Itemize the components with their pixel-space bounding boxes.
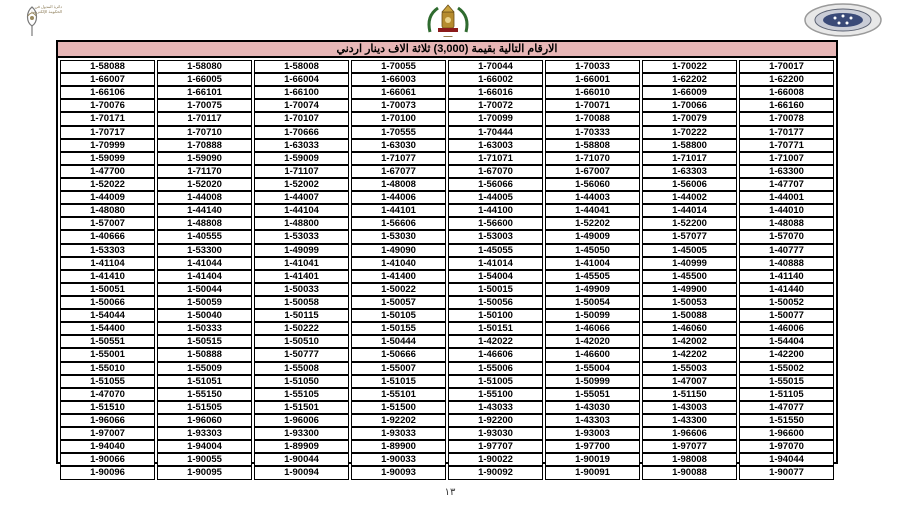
- number-cell: 1-55150: [157, 388, 252, 401]
- number-cell: 1-50999: [545, 375, 640, 388]
- number-cell: 1-45055: [448, 244, 543, 257]
- numbers-table: [56, 40, 838, 479]
- number-cell: 1-53003: [448, 230, 543, 243]
- number-cell: 1-45005: [642, 244, 737, 257]
- number-cell: 1-90055: [157, 453, 252, 466]
- number-cell: 1-52002: [254, 178, 349, 191]
- number-cell: 1-54044: [60, 309, 155, 322]
- number-cell: 1-97700: [545, 440, 640, 453]
- number-cell: 1-90093: [351, 466, 446, 479]
- number-cell: 1-94044: [739, 453, 834, 466]
- number-cell: 1-44001: [739, 191, 834, 204]
- number-cell: 1-66061: [351, 86, 446, 99]
- number-cell: 1-62200: [739, 73, 834, 86]
- number-cell: 1-70088: [545, 112, 640, 125]
- number-cell: 1-66160: [739, 99, 834, 112]
- number-cell: 1-66001: [545, 73, 640, 86]
- number-cell: 1-90096: [60, 466, 155, 479]
- number-cell: 1-47700: [60, 165, 155, 178]
- number-cell: 1-96066: [60, 414, 155, 427]
- number-cell: 1-50515: [157, 335, 252, 348]
- number-cell: 1-98008: [642, 453, 737, 466]
- number-cell: 1-49099: [254, 244, 349, 257]
- number-cell: 1-48008: [351, 178, 446, 191]
- ministry-seal-logo: [802, 2, 884, 38]
- number-cell: 1-97077: [642, 440, 737, 453]
- number-cell: 1-41104: [60, 257, 155, 270]
- number-cell: 1-50222: [254, 322, 349, 335]
- number-cell: 1-58080: [157, 60, 252, 73]
- number-cell: 1-50066: [60, 296, 155, 309]
- number-cell: 1-71007: [739, 152, 834, 165]
- number-cell: 1-41004: [545, 257, 640, 270]
- number-cell: 1-42200: [739, 348, 834, 361]
- number-cell: 1-54404: [739, 335, 834, 348]
- number-cell: 1-50058: [254, 296, 349, 309]
- number-cell: 1-89900: [351, 440, 446, 453]
- number-cell: 1-70033: [545, 60, 640, 73]
- number-cell: 1-46066: [545, 322, 640, 335]
- number-cell: 1-47707: [739, 178, 834, 191]
- number-cell: 1-44008: [157, 191, 252, 204]
- number-cell: 1-50115: [254, 309, 349, 322]
- seal-icon: [802, 2, 884, 38]
- number-cell: 1-63303: [642, 165, 737, 178]
- number-cell: 1-70177: [739, 126, 834, 139]
- number-cell: 1-45050: [545, 244, 640, 257]
- number-cell: 1-57070: [739, 230, 834, 243]
- crest-icon: [416, 2, 480, 36]
- number-cell: 1-43300: [642, 414, 737, 427]
- number-cell: 1-62202: [642, 73, 737, 86]
- number-cell: 1-67007: [545, 165, 640, 178]
- number-cell: 1-66106: [60, 86, 155, 99]
- number-cell: 1-43033: [448, 401, 543, 414]
- number-cell: 1-49090: [351, 244, 446, 257]
- number-cell: 1-97707: [448, 440, 543, 453]
- number-cell: 1-70066: [642, 99, 737, 112]
- number-cell: 1-48080: [60, 204, 155, 217]
- number-cell: 1-51015: [351, 375, 446, 388]
- number-cell: 1-70771: [739, 139, 834, 152]
- table-title: الارقام التالية بقيمة (3,000) ثلاثة الاف دينار اردني: [58, 42, 836, 58]
- number-cell: 1-90033: [351, 453, 446, 466]
- number-cell: 1-50051: [60, 283, 155, 296]
- number-cell: 1-55051: [545, 388, 640, 401]
- page-number: ١٣: [444, 487, 456, 498]
- number-cell: 1-70072: [448, 99, 543, 112]
- number-cell: 1-71170: [157, 165, 252, 178]
- number-cell: 1-66101: [157, 86, 252, 99]
- number-cell: 1-90092: [448, 466, 543, 479]
- number-cell: 1-46606: [448, 348, 543, 361]
- number-cell: 1-52202: [545, 217, 640, 230]
- number-cell: 1-90077: [739, 466, 834, 479]
- number-cell: 1-56006: [642, 178, 737, 191]
- number-cell: 1-67077: [351, 165, 446, 178]
- number-cell: 1-63300: [739, 165, 834, 178]
- number-cell: 1-63030: [351, 139, 446, 152]
- number-cell: 1-50105: [351, 309, 446, 322]
- number-cell: 1-70044: [448, 60, 543, 73]
- number-cell: 1-70079: [642, 112, 737, 125]
- number-cell: 1-90044: [254, 453, 349, 466]
- number-cell: 1-51500: [351, 401, 446, 414]
- number-cell: 1-90088: [642, 466, 737, 479]
- number-cell: 1-55007: [351, 362, 446, 375]
- number-cell: 1-58800: [642, 139, 737, 152]
- number-cell: 1-70076: [60, 99, 155, 112]
- number-cell: 1-51105: [739, 388, 834, 401]
- number-cell: 1-53033: [254, 230, 349, 243]
- number-cell: 1-50666: [351, 348, 446, 361]
- number-cell: 1-55002: [739, 362, 834, 375]
- number-cell: 1-41410: [60, 270, 155, 283]
- number-cell: 1-40666: [60, 230, 155, 243]
- number-cell: 1-40999: [642, 257, 737, 270]
- number-cell: 1-70117: [157, 112, 252, 125]
- number-cell: 1-46600: [545, 348, 640, 361]
- number-cell: 1-59009: [254, 152, 349, 165]
- number-cell: 1-50888: [157, 348, 252, 361]
- number-cell: 1-41014: [448, 257, 543, 270]
- number-cell: 1-58008: [254, 60, 349, 73]
- number-cell: 1-93030: [448, 427, 543, 440]
- number-cell: 1-66016: [448, 86, 543, 99]
- number-cell: 1-51150: [642, 388, 737, 401]
- number-cell: 1-66010: [545, 86, 640, 99]
- number-cell: 1-66100: [254, 86, 349, 99]
- number-cell: 1-71077: [351, 152, 446, 165]
- number-cell: 1-70099: [448, 112, 543, 125]
- number-cell: 1-58808: [545, 139, 640, 152]
- number-cell: 1-70333: [545, 126, 640, 139]
- number-cell: 1-53300: [157, 244, 252, 257]
- number-cell: 1-50444: [351, 335, 446, 348]
- number-cell: 1-40888: [739, 257, 834, 270]
- number-cell: 1-57007: [60, 217, 155, 230]
- number-cell: 1-49009: [545, 230, 640, 243]
- number-cell: 1-56060: [545, 178, 640, 191]
- number-cell: 1-70999: [60, 139, 155, 152]
- number-cell: 1-67070: [448, 165, 543, 178]
- number-cell: 1-46060: [642, 322, 737, 335]
- number-cell: 1-55009: [157, 362, 252, 375]
- number-cell: 1-70444: [448, 126, 543, 139]
- number-cell: 1-45505: [545, 270, 640, 283]
- number-cell: 1-50777: [254, 348, 349, 361]
- number-cell: 1-53030: [351, 230, 446, 243]
- number-cell: 1-50056: [448, 296, 543, 309]
- number-cell: 1-97007: [60, 427, 155, 440]
- number-cell: 1-44014: [642, 204, 737, 217]
- number-cell: 1-94040: [60, 440, 155, 453]
- number-cell: 1-46006: [739, 322, 834, 335]
- number-cell: 1-70073: [351, 99, 446, 112]
- number-cell: 1-94004: [157, 440, 252, 453]
- number-cell: 1-63033: [254, 139, 349, 152]
- number-cell: 1-66009: [642, 86, 737, 99]
- number-cell: 1-44041: [545, 204, 640, 217]
- number-cell: 1-52020: [157, 178, 252, 191]
- number-cell: 1-50015: [448, 283, 543, 296]
- number-cell: 1-41140: [739, 270, 834, 283]
- number-cell: 1-90095: [157, 466, 252, 479]
- number-cell: 1-50052: [739, 296, 834, 309]
- number-cell: 1-40777: [739, 244, 834, 257]
- number-cell: 1-41404: [157, 270, 252, 283]
- number-cell: 1-90091: [545, 466, 640, 479]
- number-cell: 1-42002: [642, 335, 737, 348]
- number-cell: 1-50551: [60, 335, 155, 348]
- number-cell: 1-96600: [739, 427, 834, 440]
- number-cell: 1-50054: [545, 296, 640, 309]
- number-cell: 1-44007: [254, 191, 349, 204]
- number-cell: 1-49900: [642, 283, 737, 296]
- number-cell: 1-48800: [254, 217, 349, 230]
- number-cell: 1-51051: [157, 375, 252, 388]
- number-cell: 1-63003: [448, 139, 543, 152]
- number-cell: 1-70710: [157, 126, 252, 139]
- number-cell: 1-44002: [642, 191, 737, 204]
- number-cell: 1-44009: [60, 191, 155, 204]
- number-cell: 1-90022: [448, 453, 543, 466]
- number-cell: 1-70100: [351, 112, 446, 125]
- number-cell: 1-71017: [642, 152, 737, 165]
- number-cell: 1-92200: [448, 414, 543, 427]
- number-cell: 1-70888: [157, 139, 252, 152]
- number-cell: 1-70022: [642, 60, 737, 73]
- number-cell: 1-71070: [545, 152, 640, 165]
- number-cell: 1-71107: [254, 165, 349, 178]
- number-cell: 1-50077: [739, 309, 834, 322]
- number-cell: 1-45500: [642, 270, 737, 283]
- number-cell: 1-55015: [739, 375, 834, 388]
- number-cell: 1-52200: [642, 217, 737, 230]
- number-cell: 1-55001: [60, 348, 155, 361]
- number-cell: 1-70074: [254, 99, 349, 112]
- number-cell: 1-55006: [448, 362, 543, 375]
- number-cell: 1-90019: [545, 453, 640, 466]
- number-cell: 1-51050: [254, 375, 349, 388]
- number-cell: 1-70055: [351, 60, 446, 73]
- number-cell: 1-54004: [448, 270, 543, 283]
- number-cell: 1-41040: [351, 257, 446, 270]
- number-cell: 1-44003: [545, 191, 640, 204]
- number-cell: 1-90094: [254, 466, 349, 479]
- number-cell: 1-66004: [254, 73, 349, 86]
- number-cell: 1-44006: [351, 191, 446, 204]
- number-cell: 1-51505: [157, 401, 252, 414]
- number-cell: 1-55004: [545, 362, 640, 375]
- number-cell: 1-70017: [739, 60, 834, 73]
- number-cell: 1-51510: [60, 401, 155, 414]
- number-cell: 1-41044: [157, 257, 252, 270]
- number-cell: 1-44104: [254, 204, 349, 217]
- number-cell: 1-58088: [60, 60, 155, 73]
- number-cell: 1-50151: [448, 322, 543, 335]
- number-cell: 1-66002: [448, 73, 543, 86]
- number-cell: 1-92202: [351, 414, 446, 427]
- number-cell: 1-70555: [351, 126, 446, 139]
- number-cell: 1-44140: [157, 204, 252, 217]
- number-cell: 1-90066: [60, 453, 155, 466]
- number-cell: 1-44005: [448, 191, 543, 204]
- number-cell: 1-55010: [60, 362, 155, 375]
- number-cell: 1-50057: [351, 296, 446, 309]
- number-cell: 1-93033: [351, 427, 446, 440]
- number-cell: 1-93300: [254, 427, 349, 440]
- number-cell: 1-93303: [157, 427, 252, 440]
- number-cell: 1-59099: [60, 152, 155, 165]
- number-cell: 1-70071: [545, 99, 640, 112]
- number-cell: 1-44010: [739, 204, 834, 217]
- number-cell: 1-71071: [448, 152, 543, 165]
- number-cell: 1-43030: [545, 401, 640, 414]
- number-cell: 1-50053: [642, 296, 737, 309]
- e-government-logo-text: [22, 4, 62, 14]
- number-cell: 1-44101: [351, 204, 446, 217]
- number-cell: 1-41401: [254, 270, 349, 283]
- number-cell: 1-55101: [351, 388, 446, 401]
- number-cell: 1-54400: [60, 322, 155, 335]
- numbers-grid: [58, 58, 836, 480]
- number-cell: 1-55003: [642, 362, 737, 375]
- number-cell: 1-96606: [642, 427, 737, 440]
- number-cell: 1-50022: [351, 283, 446, 296]
- number-cell: 1-66005: [157, 73, 252, 86]
- number-cell: 1-50333: [157, 322, 252, 335]
- number-cell: 1-41041: [254, 257, 349, 270]
- number-cell: 1-50510: [254, 335, 349, 348]
- number-cell: 1-50099: [545, 309, 640, 322]
- number-cell: 1-57077: [642, 230, 737, 243]
- number-cell: 1-50044: [157, 283, 252, 296]
- number-cell: 1-52022: [60, 178, 155, 191]
- number-cell: 1-42202: [642, 348, 737, 361]
- number-cell: 1-40555: [157, 230, 252, 243]
- logo-text-line: دائرة المدول في: [34, 4, 62, 9]
- crest-caption: ▬▬▬: [443, 34, 453, 38]
- number-cell: 1-47077: [739, 401, 834, 414]
- number-cell: 1-70171: [60, 112, 155, 125]
- number-cell: 1-51005: [448, 375, 543, 388]
- number-cell: 1-44100: [448, 204, 543, 217]
- number-cell: 1-56606: [351, 217, 446, 230]
- number-cell: 1-48088: [739, 217, 834, 230]
- number-cell: 1-43303: [545, 414, 640, 427]
- number-cell: 1-70717: [60, 126, 155, 139]
- number-cell: 1-48808: [157, 217, 252, 230]
- number-cell: 1-50155: [351, 322, 446, 335]
- number-cell: 1-50100: [448, 309, 543, 322]
- number-cell: 1-70666: [254, 126, 349, 139]
- number-cell: 1-93003: [545, 427, 640, 440]
- number-cell: 1-50088: [642, 309, 737, 322]
- number-cell: 1-42022: [448, 335, 543, 348]
- number-cell: 1-97070: [739, 440, 834, 453]
- number-cell: 1-70107: [254, 112, 349, 125]
- number-cell: 1-70222: [642, 126, 737, 139]
- number-cell: 1-51055: [60, 375, 155, 388]
- number-cell: 1-53303: [60, 244, 155, 257]
- number-cell: 1-49909: [545, 283, 640, 296]
- number-cell: 1-96060: [157, 414, 252, 427]
- number-cell: 1-41440: [739, 283, 834, 296]
- number-cell: 1-43003: [642, 401, 737, 414]
- number-cell: 1-96006: [254, 414, 349, 427]
- number-cell: 1-41400: [351, 270, 446, 283]
- number-cell: 1-50059: [157, 296, 252, 309]
- number-cell: 1-51501: [254, 401, 349, 414]
- number-cell: 1-70075: [157, 99, 252, 112]
- number-cell: 1-50040: [157, 309, 252, 322]
- number-cell: 1-51550: [739, 414, 834, 427]
- number-cell: 1-47007: [642, 375, 737, 388]
- number-cell: 1-56066: [448, 178, 543, 191]
- number-cell: 1-66008: [739, 86, 834, 99]
- number-cell: 1-55008: [254, 362, 349, 375]
- number-cell: 1-56600: [448, 217, 543, 230]
- number-cell: 1-66003: [351, 73, 446, 86]
- number-cell: 1-59090: [157, 152, 252, 165]
- number-cell: 1-89909: [254, 440, 349, 453]
- number-cell: 1-42020: [545, 335, 640, 348]
- number-cell: 1-55105: [254, 388, 349, 401]
- number-cell: 1-55100: [448, 388, 543, 401]
- logo-text-line: الحكومة الإلكترونية: [30, 9, 62, 14]
- number-cell: 1-50033: [254, 283, 349, 296]
- number-cell: 1-70078: [739, 112, 834, 125]
- number-cell: 1-66007: [60, 73, 155, 86]
- number-cell: 1-47070: [60, 388, 155, 401]
